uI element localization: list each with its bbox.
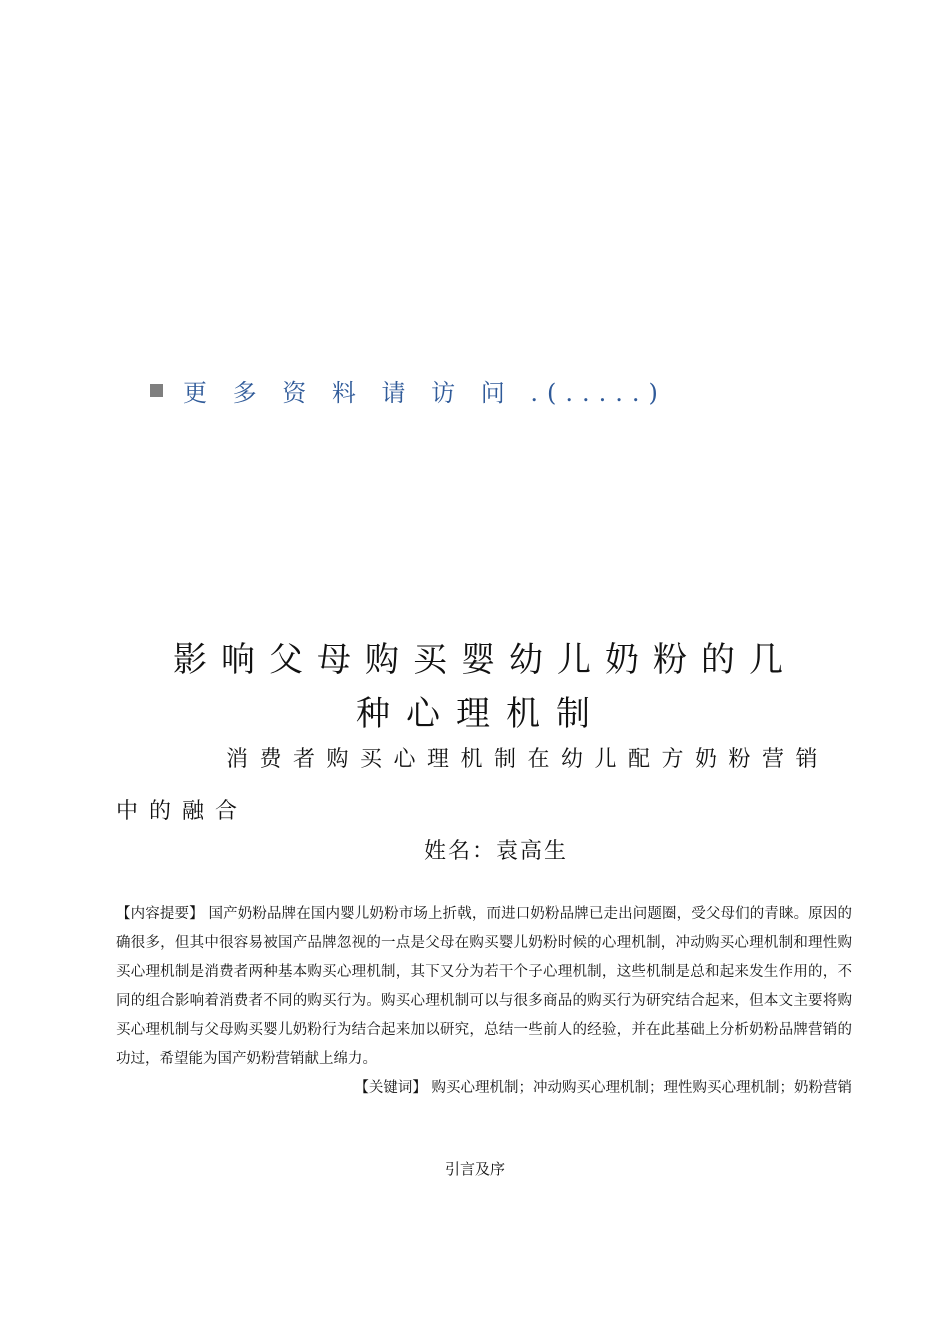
section-heading: 引言及序: [444, 1160, 505, 1178]
abstract: [116, 900, 852, 1103]
abstract-text: 国产奶粉品牌在国内婴儿奶粉市场上折戟，而进口奶粉品牌已走出问题圈，受父母们的青睐。原因的确很多，但其中很容易被国产品牌忽视的一点是父母在购买婴儿奶粉时候的心理机制，冲动购买心理机制和理性购买心理机制是消费者两种基本购买心理机制，其下又分为若干个子心理机制，这些机制是总和起来发生作用的，不同的组合影响着消费者不同的购买行为。购买心理机制可以与很多商品的购买行为研究结合起来，但本文主要将购买心理机制与父母购买婴儿奶粉行为结合起来加以研究，总结一些前人的经验，并在此基础上分析奶粉品牌营销的功过，希望能为国产奶粉营销献上绵力。: [116, 906, 853, 1067]
more-info-link[interactable]: [150, 372, 667, 408]
abstract-label: 【内容提要】: [116, 906, 204, 922]
square-bullet-icon: [150, 384, 163, 397]
keywords-block: [354, 1074, 852, 1103]
title-line-2: 种心理机制: [356, 694, 606, 734]
keywords-text: 购买心理机制；冲动购买心理机制；理性购买心理机制；奶粉营销: [431, 1080, 852, 1096]
author-name: 姓名：袁高生: [424, 839, 569, 864]
subtitle-line-2: 中的融合: [116, 799, 249, 824]
subtitle-line-1: 消费者购买心理机制在幼儿配方奶粉营销: [226, 747, 830, 772]
more-info-link-text[interactable]: 更 多 资 料 请 访 问 .(.....): [183, 378, 667, 407]
keywords-label: 【关键词】: [354, 1080, 427, 1096]
title-line-1: 影响父母购买婴幼儿奶粉的几: [173, 640, 797, 680]
